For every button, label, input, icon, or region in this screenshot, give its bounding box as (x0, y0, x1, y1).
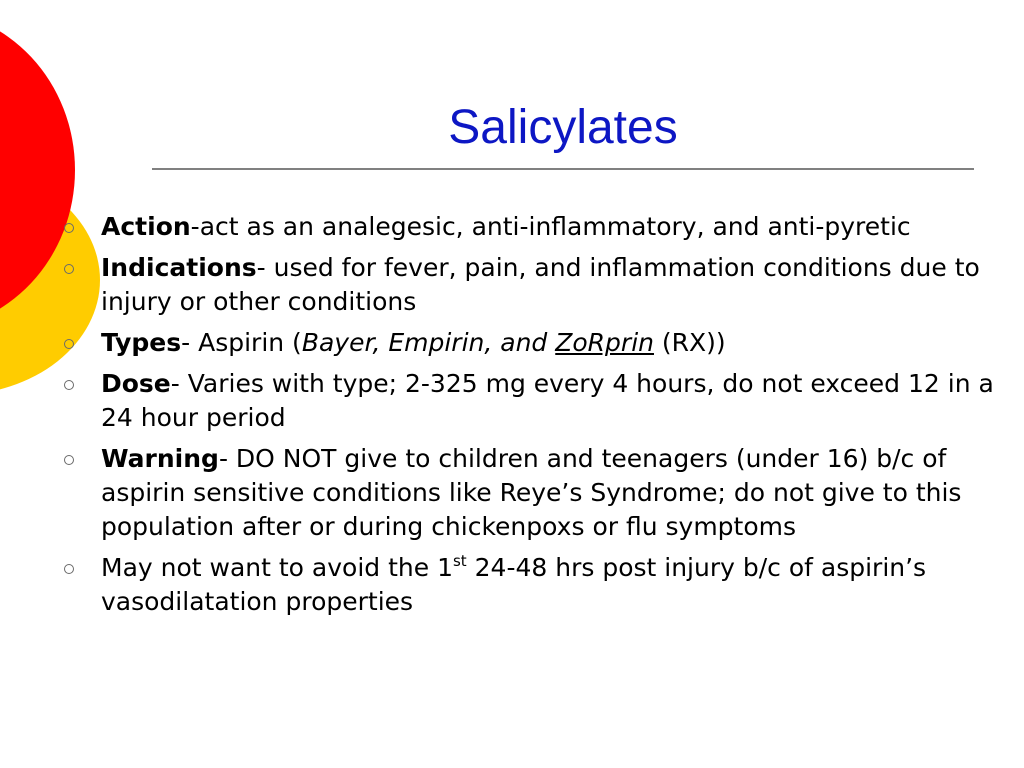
bullet-dose (60, 367, 995, 435)
bullet-text: - Aspirin ( (181, 328, 302, 357)
bullet-term: Dose (101, 369, 171, 398)
bullet-superscript: st (452, 552, 467, 570)
bullet-text: - DO NOT give to children and teenagers (under 16) b/c of aspirin sensitive conditions like Reye’s Syndrome; do not give to this population after or during chickenpoxs or flu symptoms (101, 444, 962, 541)
bullet-term: Types (101, 328, 182, 357)
bullet-text-after: 24-48 hrs post injury b/c of aspirin’s vasodilatation properties (101, 553, 927, 616)
circle-bullet-icon (64, 455, 74, 465)
bullet-action (60, 210, 995, 244)
bullet-text: -act as an analegesic, anti-inflammatory, and anti-pyretic (190, 212, 911, 241)
circle-bullet-icon (64, 380, 74, 390)
bullet-text: May not want to avoid the 1 (101, 553, 453, 582)
bullet-types (60, 326, 995, 360)
slide-title: Salicylates (448, 101, 678, 154)
bullet-term: Warning (101, 444, 219, 473)
bullet-term: Action (101, 212, 191, 241)
bullet-text: - used for fever, pain, and inflammation conditions due to injury or other conditions (101, 253, 980, 316)
bullet-italic-underlined-text: ZoRprin (555, 328, 654, 357)
bullet-vasodilatation (60, 551, 995, 619)
bullet-text: - Varies with type; 2-325 mg every 4 hours, do not exceed 12 in a 24 hour period (101, 369, 994, 432)
circle-bullet-icon (64, 264, 74, 274)
bullet-italic-text: Bayer, Empirin, and (301, 328, 556, 357)
circle-bullet-icon (64, 564, 74, 574)
bullet-indications (60, 251, 995, 319)
bullet-list (60, 210, 995, 626)
bullet-warning (60, 442, 995, 544)
circle-bullet-icon (64, 223, 74, 233)
bullet-term: Indications (101, 253, 257, 282)
circle-bullet-icon (64, 339, 74, 349)
title-divider (152, 168, 974, 170)
bullet-text-after: (RX)) (653, 328, 726, 357)
